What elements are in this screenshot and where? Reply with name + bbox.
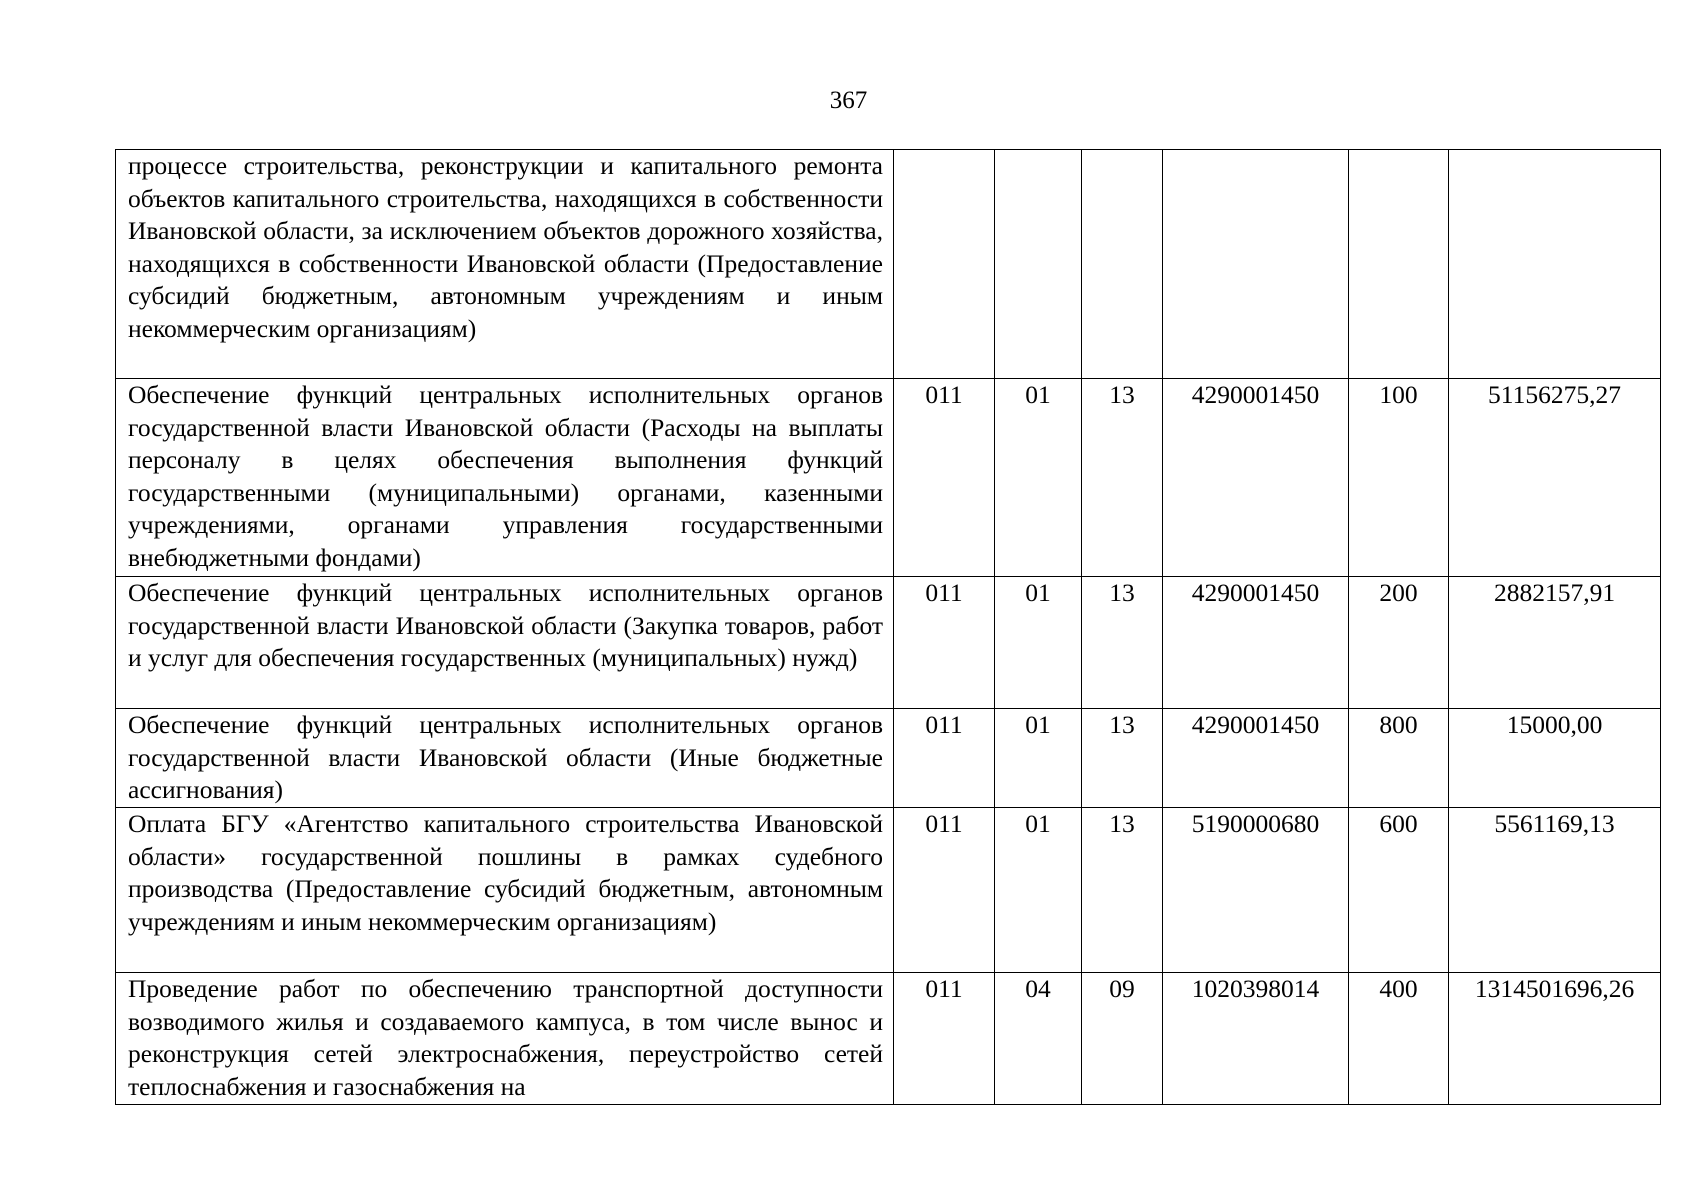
- budget-table: [115, 149, 1661, 1105]
- row-section: 01: [995, 808, 1082, 973]
- row-amount: 15000,00: [1449, 709, 1661, 808]
- row-description: Оплата БГУ «Агентство капитального строительства Ивановской области» государственной пошлины в рамках судебного производства (Предоставление субсидий бюджетным, автономным учреждениям и иным некоммерческим организациям): [116, 808, 894, 973]
- table-row: [116, 709, 1661, 808]
- row-amount: 1314501696,26: [1449, 973, 1661, 1105]
- row-code: [894, 150, 995, 379]
- row-expense-type: 400: [1349, 973, 1449, 1105]
- row-target: [1163, 150, 1349, 379]
- table-row: [116, 808, 1661, 973]
- row-expense-type: [1349, 150, 1449, 379]
- row-expense-type: 200: [1349, 577, 1449, 709]
- row-target: 4290001450: [1163, 577, 1349, 709]
- row-target: 1020398014: [1163, 973, 1349, 1105]
- row-section: 01: [995, 379, 1082, 577]
- row-description: Обеспечение функций центральных исполнительных органов государственной власти Ивановской области (Расходы на выплаты персоналу в целях обеспечения выполнения функций государственными (муниципальными) органами, казенными учреждениями, органами управления государственными внебюджетными фондами): [116, 379, 894, 577]
- row-section: [995, 150, 1082, 379]
- row-code: 011: [894, 379, 995, 577]
- row-section: 04: [995, 973, 1082, 1105]
- row-code: 011: [894, 808, 995, 973]
- row-subsection: 09: [1082, 973, 1163, 1105]
- row-subsection: 13: [1082, 577, 1163, 709]
- row-amount: [1449, 150, 1661, 379]
- row-amount: 51156275,27: [1449, 379, 1661, 577]
- row-target: 5190000680: [1163, 808, 1349, 973]
- row-amount: 5561169,13: [1449, 808, 1661, 973]
- table-row: [116, 150, 1661, 379]
- row-expense-type: 800: [1349, 709, 1449, 808]
- table-row: [116, 379, 1661, 577]
- row-subsection: 13: [1082, 808, 1163, 973]
- row-description: процессе строительства, реконструкции и капитального ремонта объектов капитального строительства, находящихся в собственности Ивановской области, за исключением объектов дорожного хозяйства, находящихся в собственности Ивановской области (Предоставление субсидий бюджетным, автономным учреждениям и иным некоммерческим организациям): [116, 150, 894, 379]
- table-row: [116, 973, 1661, 1105]
- row-target: 4290001450: [1163, 709, 1349, 808]
- row-description: Обеспечение функций центральных исполнительных органов государственной власти Ивановской области (Закупка товаров, работ и услуг для обеспечения государственных (муниципальных) нужд): [116, 577, 894, 709]
- row-description: Проведение работ по обеспечению транспортной доступности возводимого жилья и создаваемого кампуса, в том числе вынос и реконструкция сетей электроснабжения, переустройство сетей теплоснабжения и газоснабжения на: [116, 973, 894, 1105]
- table-row: [116, 577, 1661, 709]
- row-expense-type: 100: [1349, 379, 1449, 577]
- row-expense-type: 600: [1349, 808, 1449, 973]
- row-subsection: 13: [1082, 379, 1163, 577]
- row-target: 4290001450: [1163, 379, 1349, 577]
- page-number: 367: [829, 87, 868, 114]
- row-subsection: 13: [1082, 709, 1163, 808]
- row-code: 011: [894, 709, 995, 808]
- row-code: 011: [894, 577, 995, 709]
- row-subsection: [1082, 150, 1163, 379]
- row-section: 01: [995, 577, 1082, 709]
- row-section: 01: [995, 709, 1082, 808]
- row-amount: 2882157,91: [1449, 577, 1661, 709]
- row-description: Обеспечение функций центральных исполнительных органов государственной власти Ивановской области (Иные бюджетные ассигнования): [116, 709, 894, 808]
- row-code: 011: [894, 973, 995, 1105]
